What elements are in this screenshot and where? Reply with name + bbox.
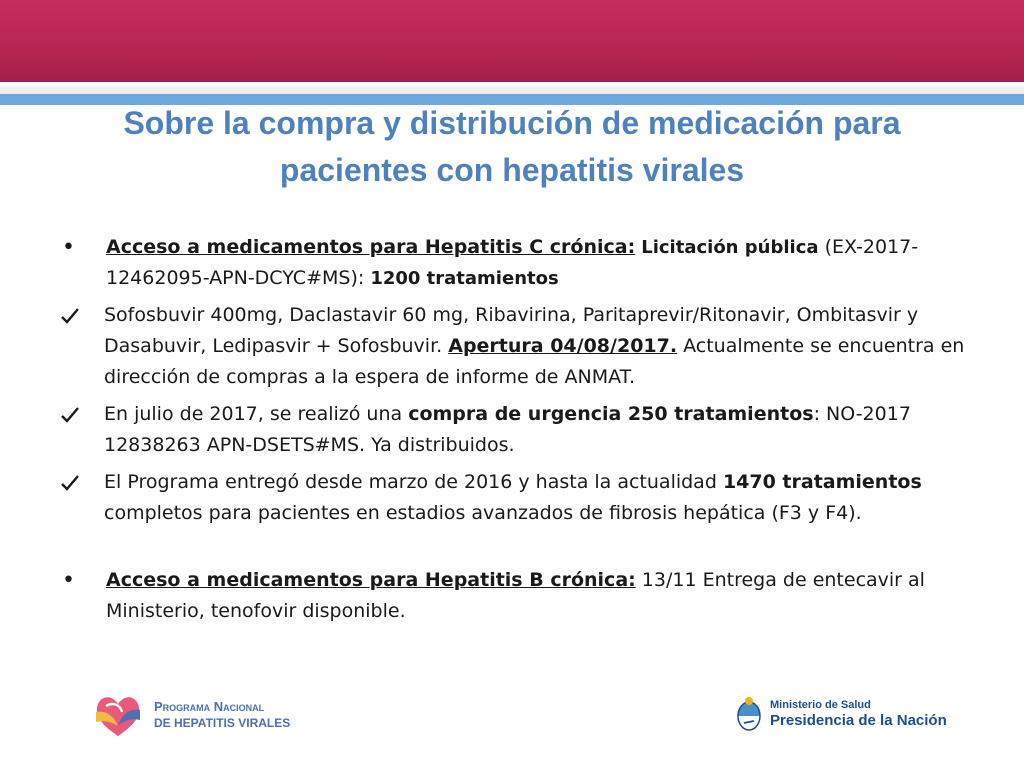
program-name-line-2: DE HEPATITIS VIRALES (154, 716, 291, 730)
hepc-heading: Acceso a medicamentos para Hepatitis C crónica: (106, 236, 636, 258)
bullet-icon: • (62, 235, 75, 260)
program-logo (92, 690, 292, 740)
drugs-opening: Apertura 04/08/2017. (448, 335, 678, 357)
checkmark-icon (60, 300, 104, 325)
list-item-drugs (60, 300, 980, 393)
hands-heart-icon (92, 692, 144, 738)
list-item-delivered (60, 467, 980, 529)
hepc-expediente: (EX-2017-12462095-APN-DCYC#MS): (106, 236, 919, 289)
checkmark-icon (60, 399, 104, 424)
hepb-heading: Acceso a medicamentos para Hepatitis B crónica: (106, 569, 636, 591)
list-item-hepatitis-c (60, 232, 980, 294)
urgent-suffix: : NO-2017 12838263 APN-DSETS#MS. Ya distribuidos. (104, 403, 911, 456)
hepb-text: 13/11 Entrega de entecavir al Ministerio, tenofovir disponible. (106, 569, 925, 622)
bullet-icon: • (62, 568, 75, 593)
coat-of-arms-icon (736, 695, 762, 733)
delivered-prefix: El Programa entregó desde marzo de 2016 y hasta la actualidad (104, 471, 717, 493)
checkmark-icon (60, 467, 104, 492)
program-name-line-1: Programa Nacional (154, 699, 265, 714)
delivered-suffix: completos para pacientes en estadios avanzados de fibrosis hepática (F3 y F4). (104, 502, 862, 524)
urgent-highlight: compra de urgencia 250 tratamientos (408, 403, 814, 425)
ministry-name: Ministerio de Salud (770, 699, 871, 711)
list-item-hepatitis-b (60, 565, 980, 627)
delivered-highlight: 1470 tratamientos (722, 471, 922, 493)
top-banner (0, 0, 1024, 82)
title-line-2: pacientes con hepatitis virales (279, 152, 745, 188)
hepc-treatments: 1200 tratamientos (370, 268, 559, 289)
drugs-status: Actualmente se encuentra en dirección de compras a la espera de informe de ANMAT. (104, 335, 965, 388)
urgent-prefix: En julio de 2017, se realizó una (104, 403, 403, 425)
ministry-logo (736, 690, 956, 738)
list-item-urgent (60, 399, 980, 461)
title-line-1: Sobre la compra y distribución de medicación para (123, 105, 901, 141)
slide-body (60, 232, 980, 633)
presidency-name: Presidencia de la Nación (770, 712, 947, 729)
drugs-text: Sofosbuvir 400mg, Daclastavir 60 mg, Ribavirina, Paritaprevir/Ritonavir, Ombitasvir y Dasabuvir, Ledipasvir + Sofosbuvir. (104, 304, 919, 357)
banner-shadow (0, 82, 1024, 94)
slide-title (60, 100, 964, 194)
hepc-label: Licitación pública (641, 237, 819, 258)
